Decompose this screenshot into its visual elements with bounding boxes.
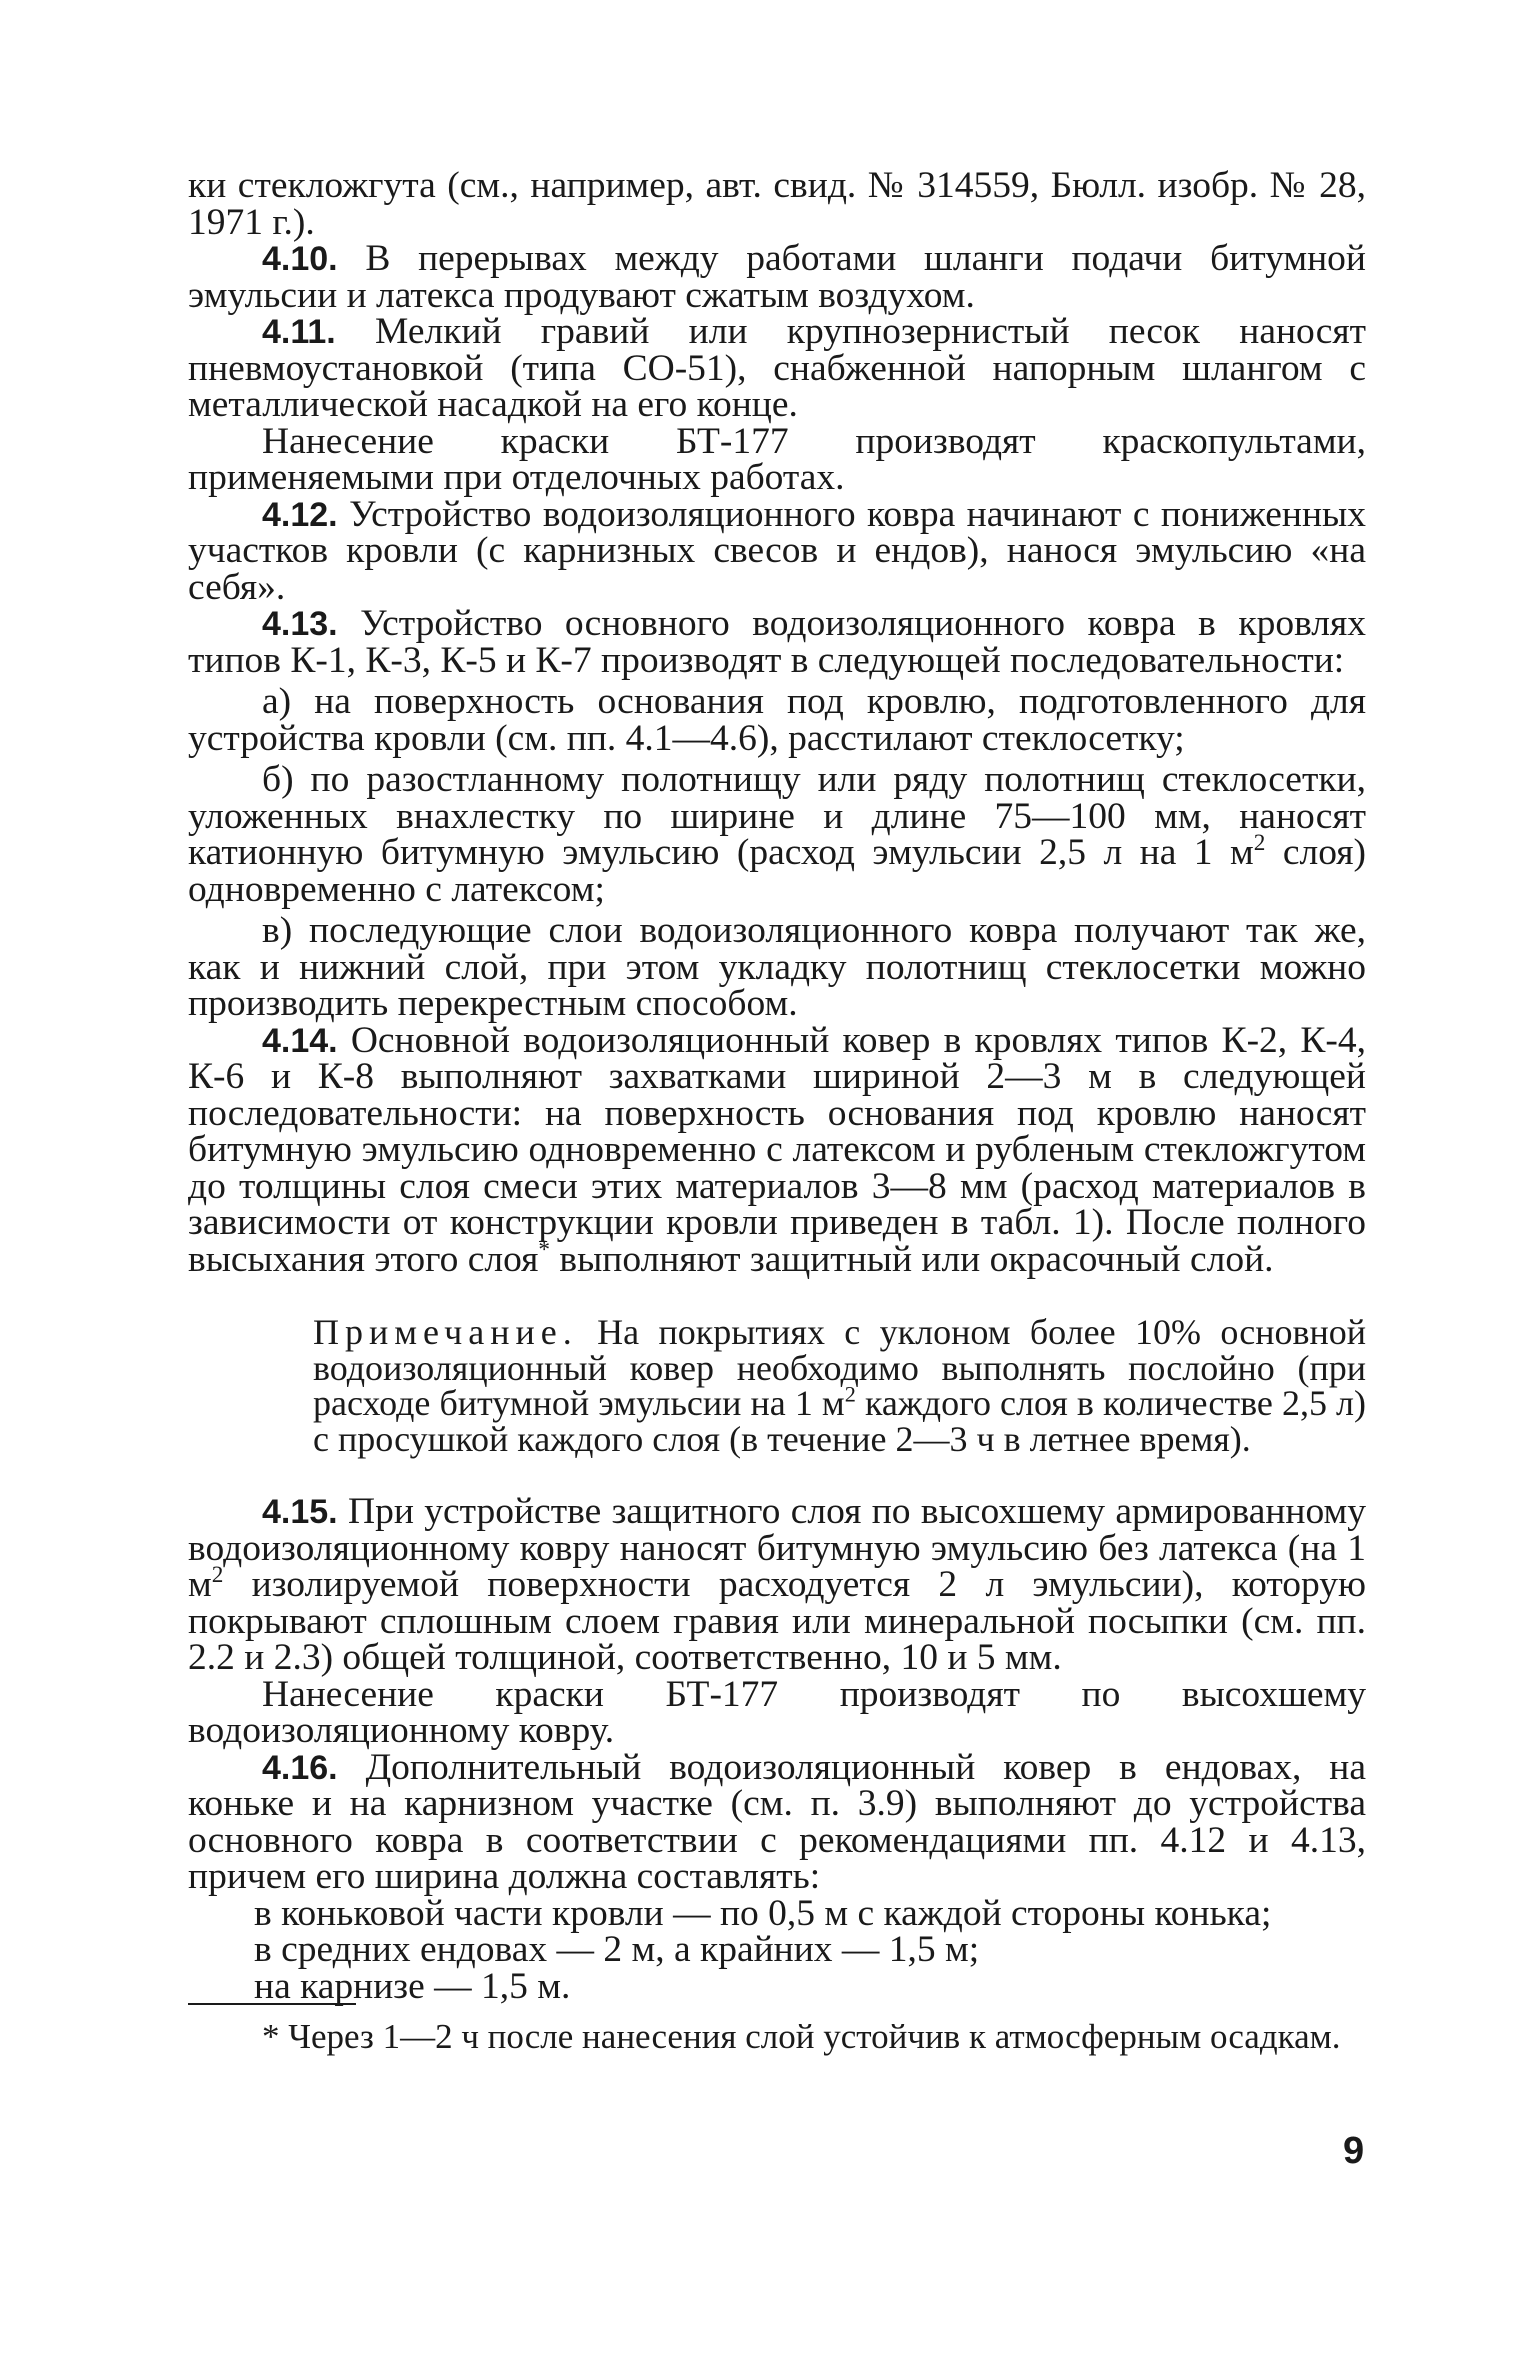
section-number: 4.10. [262, 240, 338, 278]
intro-paragraph: ки стекложгута (см., например, авт. свид. № 314559, Бюлл. изобр. № 28, 1971 г.). [188, 165, 1366, 243]
footnote-marker: * [262, 2017, 280, 2056]
item-b: б) по разостланному полотнищу или ряду полотнищ стеклосетки, уложенных внахлестку по ширине и длине 75—100 мм, наносят катионную битумную эмульсию (расход эмульсии 2,5 л на 1 $м^2$ слоя) одновременно с латексом; [188, 759, 1366, 910]
section-4-14: 4.14. Основной водоизоляционный ковер в кровлях типов К-2, К-4, К-6 и К-8 выполняют захватками шириной 2—3 м в следующей последовательности: на поверхность основания под кровлю наносят битумную эмульсию одновременно с латексом и рубленым стекложгутом до толщины слоя смеси этих материалов 3—8 мм (расход материалов в зависимости от конструкции кровли приведен в табл. 1). После полного высыхания этого слоя* выполняют защитный или окрасочный слой. [188, 1019, 1367, 1280]
section-4-15: 4.15. При устройстве защитного слоя по высохшему армированному водоизоляционному ковру наносят битумную эмульсию без латекса (на 1 $м^2$ изолируемой поверхности расходуется 2 л эмульсии), которую покрывают сплошным слоем гравия или минеральной посыпки (см. пп. 2.2 и 2.3) общей толщиной, соответственно, 10 и 5 мм. [188, 1491, 1366, 1678]
section-4-16: 4.16. Дополнительный водоизоляционный ковер в ендовах, на коньке и на карнизном участке (см. п. 3.9) выполняют до устройства основного ковра в соответствии с рекомендациями пп. 4.12 и 4.13, причем его ширина должна составлять: [188, 1746, 1367, 1897]
section-number: 4.15. [262, 1493, 338, 1531]
list-item: в коньковой части кровли — по 0,5 м с каждой стороны конька; [254, 1892, 1272, 1934]
section-number: 4.13. [262, 605, 338, 643]
footnote: * Через 1—2 ч после нанесения слой устойчив к атмосферным осадкам. [262, 2017, 1341, 2056]
paint-paragraph-1: Нанесение краски БТ-177 производят краскопультами, применяемыми при отделочных работах. [188, 420, 1366, 498]
section-number: 4.16. [262, 1748, 338, 1787]
note-label: Примечание. [313, 1312, 578, 1352]
section-4-12: 4.12. Устройство водоизоляционного ковра начинают с пониженных участков кровли (с карнизных свесов и ендов), нанося эмульсию «на себя». [188, 493, 1367, 608]
section-4-13: 4.13. Устройство основного водоизоляционного ковра в кровлях типов К-1, К-3, К-5 и К-7 производят в следующей последовательности: [188, 603, 1366, 681]
footnote-ref: * [538, 1236, 550, 1263]
paint-paragraph-2: Нанесение краски БТ-177 производят по высохшему водоизоляционному ковру. [188, 1673, 1366, 1751]
note-paragraph: Примечание. На покрытиях с уклоном более 10% основной водоизоляционный ковер необходимо выполнять послойно (при расходе битумной эмульсии на 1 $м^2$ каждого слоя в количестве 2,5 л) с просушкой каждого слоя (в течение 2—3 ч в летнее время). [313, 1312, 1366, 1459]
list-item: на карнизе — 1,5 м. [254, 1965, 571, 2007]
item-a: а) на поверхность основания под кровлю, подготовленного для устройства кровли (см. пп. 4.1—4.6), расстилают стеклосетку; [188, 681, 1366, 759]
footnote-divider [188, 2003, 356, 2005]
list-item: в средних ендовах — 2 м, а крайних — 1,5 м; [254, 1929, 980, 1970]
section-4-11: 4.11. Мелкий гравий или крупнозернистый песок наносят пневмоустановкой (типа СО-51), снабженной напорным шлангом с металлической насадкой на его конце. [188, 311, 1366, 425]
page-number: 9 [1343, 2130, 1365, 2172]
main-text [188, 165, 1367, 2007]
section-number: 4.14. [262, 1021, 338, 1060]
item-v: в) последующие слои водоизоляционного ковра получают так же, как и нижний слой, при этом укладку полотнищ стеклосетки можно производить перекрестным способом. [188, 910, 1366, 1024]
section-number: 4.11. [262, 313, 336, 351]
section-4-10: 4.10. В перерывах между работами шланги подачи битумной эмульсии и латекса продувают сжатым воздухом. [188, 238, 1366, 316]
section-number: 4.12. [262, 495, 338, 534]
